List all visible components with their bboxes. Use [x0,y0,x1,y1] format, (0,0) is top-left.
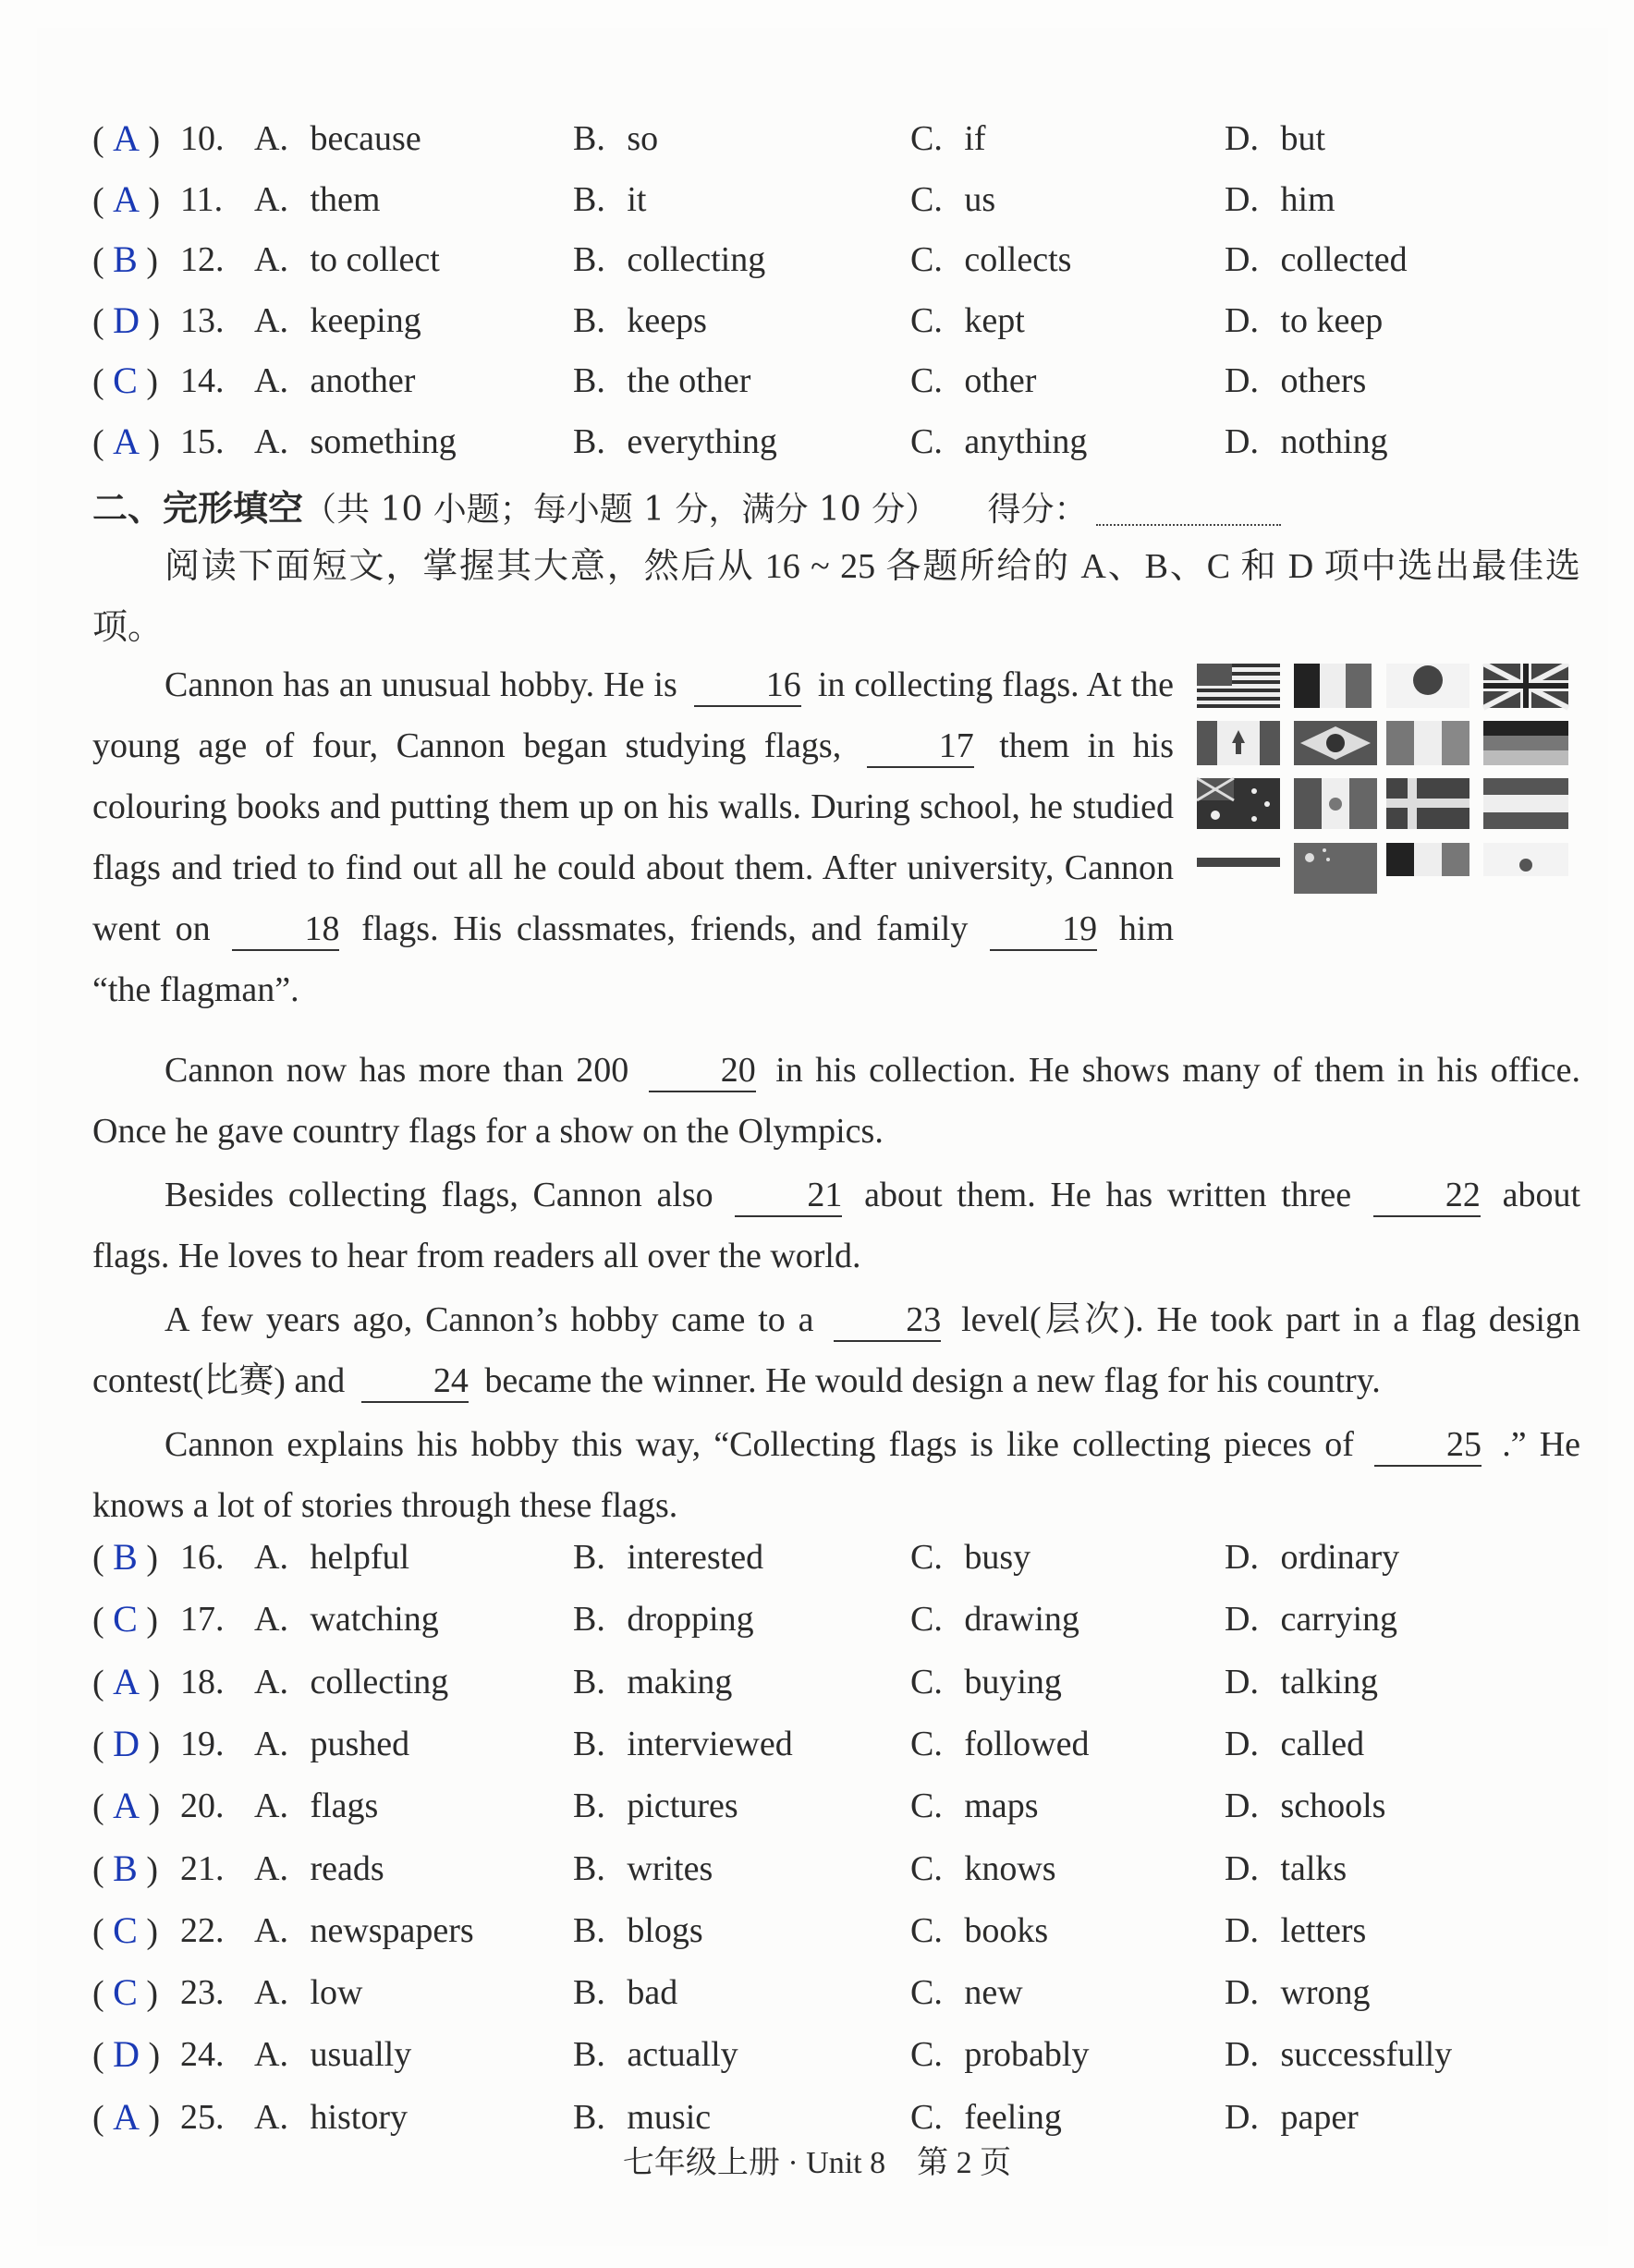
option-text: buying [964,1662,1062,1701]
passage-paragraph-4 [92,1289,1580,1411]
option-text: talking [1280,1662,1378,1701]
option-letter: A. [254,179,298,219]
option-text: maps [964,1786,1039,1826]
option-b[interactable] [573,293,707,348]
option-c[interactable] [910,1530,1030,1585]
answer-slot[interactable]: ( D ) [92,1722,161,1764]
answer-letter: A [113,420,140,462]
passage-paragraph-5 [92,1414,1580,1536]
option-text: writes [627,1848,713,1888]
blank-22[interactable]: 22 [1373,1175,1481,1217]
option-a[interactable] [254,2027,411,2082]
option-text: low [310,1973,363,2013]
option-letter: B. [573,361,615,400]
option-b[interactable] [573,1778,738,1834]
option-letter: C. [910,179,952,219]
option-text: collected [1280,240,1408,279]
option-d[interactable] [1225,2090,1359,2145]
option-letter: B. [573,1662,615,1701]
option-a[interactable] [254,1903,474,1958]
option-letter: D. [1225,1724,1268,1763]
passage-paragraph-2 [92,1040,1580,1162]
option-d[interactable] [1225,1716,1364,1772]
option-letter: A. [254,1600,298,1640]
blank-18[interactable]: 18 [232,908,339,951]
option-letter: D. [1225,300,1268,340]
option-text: kept [964,300,1025,340]
option-letter: C. [910,2097,952,2137]
option-text: blogs [627,1910,703,1950]
option-a[interactable] [254,232,440,287]
option-text: the other [627,361,751,400]
blank-16[interactable]: 16 [694,665,801,707]
option-b[interactable] [573,1903,703,1958]
question-row [92,293,1590,348]
option-d[interactable] [1225,293,1383,348]
option-a[interactable] [254,1654,448,1710]
option-text: newspapers [310,1910,474,1950]
option-letter: A. [254,1910,298,1950]
option-b[interactable] [573,1716,793,1772]
option-text: so [627,119,659,158]
option-b[interactable] [573,353,750,408]
question-number: 16. [180,1538,225,1577]
blank-20[interactable]: 20 [649,1050,756,1092]
option-letter: C. [910,1973,952,2013]
option-letter: D. [1225,1973,1268,2013]
passage-text: became the winner. He would design a new flag for his country. [484,1361,1381,1400]
option-a[interactable] [254,1530,409,1585]
option-text: successfully [1280,2035,1453,2075]
option-text: reads [310,1848,384,1888]
answer-slot[interactable]: ( B ) [92,1847,158,1889]
option-d[interactable] [1225,1591,1397,1647]
option-letter: A. [254,300,298,340]
question-row [92,2090,1590,2145]
option-letter: A. [254,1973,298,2013]
option-c[interactable] [910,172,995,227]
option-text: another [310,361,416,400]
option-letter: B. [573,1910,615,1950]
option-c[interactable] [910,1965,1023,2020]
question-number: 22. [180,1910,225,1950]
passage-text: him “the flagman”. [92,909,1175,1009]
option-text: books [964,1910,1049,1950]
option-text: pushed [310,1724,410,1763]
option-a[interactable] [254,414,457,469]
option-text: probably [964,2035,1090,2075]
option-text: followed [964,1724,1090,1763]
option-b[interactable] [573,1530,763,1585]
option-letter: D. [1225,1538,1268,1577]
option-text: busy [964,1538,1031,1577]
passage-text: .” He knows a lot of stories through these flags. [92,1425,1581,1525]
answer-slot[interactable]: ( A ) [92,177,161,220]
answer-letter: D [113,2033,140,2076]
option-text: carrying [1280,1600,1398,1640]
option-c[interactable] [910,1654,1062,1710]
answer-letter: D [113,1722,140,1764]
passage-paragraph-3 [92,1164,1580,1286]
option-letter: D. [1225,1600,1268,1640]
option-b[interactable] [573,1654,732,1710]
answer-letter: C [113,1598,138,1640]
option-text: paper [1280,2097,1359,2137]
answer-slot[interactable]: ( D ) [92,2033,161,2076]
blank-23[interactable]: 23 [834,1299,941,1342]
answer-letter: A [113,177,140,220]
option-text: letters [1280,1910,1367,1950]
option-text: actually [627,2035,738,2075]
option-d[interactable] [1225,1965,1371,2020]
question-number: 20. [180,1786,225,1826]
option-b[interactable] [573,1591,754,1647]
option-c[interactable] [910,293,1025,348]
option-text: usually [310,2035,412,2075]
option-d[interactable] [1225,2027,1452,2082]
answer-slot[interactable]: ( C ) [92,1598,158,1640]
option-letter: B. [573,421,615,461]
option-letter: A. [254,1662,298,1701]
option-d[interactable] [1225,232,1408,287]
passage-text: Besides collecting flags, Cannon also [165,1176,713,1214]
blank-19[interactable]: 19 [990,908,1097,951]
question-row [92,1903,1590,1958]
question-row [92,353,1590,408]
option-text: collecting [627,240,766,279]
option-text: watching [310,1600,439,1640]
option-letter: B. [573,1724,615,1763]
option-b[interactable] [573,414,777,469]
option-text: nothing [1280,421,1388,461]
option-a[interactable] [254,1841,384,1896]
question-number: 23. [180,1973,225,2013]
option-letter: D. [1225,240,1268,279]
option-d[interactable] [1225,353,1366,408]
question-number: 21. [180,1848,225,1888]
answer-slot[interactable]: ( A ) [92,420,161,462]
question-number: 19. [180,1724,225,1763]
option-letter: C. [910,1724,952,1763]
answer-slot[interactable]: ( A ) [92,1660,161,1702]
blank-17[interactable]: 17 [867,726,974,768]
answer-slot[interactable]: ( D ) [92,299,161,341]
section2-instruction: 阅读下面短文，掌握其大意，然后从 16 ~ 25 各题所给的 A、B、C 和 D 项中选出最佳选项。 [92,547,1580,647]
score-blank[interactable] [1096,496,1281,526]
option-letter: A. [254,1848,298,1888]
passage-text: Cannon now has more than 200 [165,1051,629,1090]
score-label: 得分： [987,491,1088,529]
passage-text: them in his colouring books and putting them up on his walls. During school, he studied flags and tried to find out all he could about them. After university, Cannon went on [92,726,1175,948]
option-text: because [310,119,421,158]
option-letter: C. [910,421,952,461]
option-c[interactable] [910,232,1071,287]
passage-text: flags. His classmates, friends, and family [361,909,969,948]
passage-paragraph-1 [92,654,1174,1020]
option-text: talks [1280,1848,1347,1888]
answer-letter: C [113,1908,138,1951]
question-row [92,2027,1590,2082]
option-text: but [1280,119,1326,158]
question-row [92,1965,1590,2020]
option-text: him [1280,179,1335,219]
option-letter: B. [573,240,615,279]
option-text: to keep [1280,300,1384,340]
option-letter: B. [573,2035,615,2075]
option-text: knows [964,1848,1056,1888]
option-text: us [964,179,996,219]
option-letter: C. [910,2035,952,2075]
option-letter: D. [1225,1662,1268,1701]
question-number: 24. [180,2035,225,2075]
question-row [92,1530,1590,1585]
flags-image [1197,664,1576,908]
option-letter: A. [254,119,298,158]
option-letter: B. [573,1786,615,1826]
option-letter: D. [1225,1910,1268,1950]
option-letter: B. [573,2097,615,2137]
answer-slot[interactable]: ( A ) [92,2095,161,2138]
answer-slot[interactable]: ( C ) [92,360,158,401]
option-text: new [964,1973,1023,2013]
answer-letter: D [113,299,140,341]
answer-letter: A [113,1785,140,1827]
question-number: 14. [180,361,225,400]
answer-slot[interactable]: ( C ) [92,1971,158,2014]
option-b[interactable] [573,111,658,166]
passage-text: A few years ago, Cannon’s hobby came to a [165,1300,814,1339]
passage-text: about them. He has written three [864,1176,1352,1214]
option-letter: B. [573,1600,615,1640]
option-text: other [964,361,1037,400]
option-text: if [964,119,986,158]
option-a[interactable] [254,1778,378,1834]
option-letter: D. [1225,2097,1268,2137]
answer-letter: A [113,2095,140,2138]
option-a[interactable] [254,111,421,166]
option-c[interactable] [910,111,986,166]
option-letter: D. [1225,421,1268,461]
option-b[interactable] [573,1841,713,1896]
option-text: helpful [310,1538,410,1577]
option-text: flags [310,1786,379,1826]
option-text: anything [964,421,1088,461]
passage-text: Cannon has an unusual hobby. He is [165,665,677,704]
option-text: interested [627,1538,764,1577]
option-d[interactable] [1225,111,1325,166]
option-letter: D. [1225,1848,1268,1888]
option-letter: C. [910,119,952,158]
option-c[interactable] [910,1841,1056,1896]
option-letter: B. [573,119,615,158]
question-row [92,1841,1590,1896]
option-d[interactable] [1225,1530,1399,1585]
option-text: them [310,179,381,219]
option-text: it [627,179,647,219]
question-number: 17. [180,1600,225,1640]
option-text: collecting [310,1662,449,1701]
option-c[interactable] [910,1778,1039,1834]
option-letter: B. [573,300,615,340]
option-text: called [1280,1724,1365,1763]
option-letter: B. [573,179,615,219]
option-letter: C. [910,240,952,279]
answer-letter: B [113,1847,138,1889]
option-text: ordinary [1280,1538,1400,1577]
option-letter: A. [254,1786,298,1826]
option-letter: A. [254,1538,298,1577]
question-number: 11. [180,179,224,219]
option-d[interactable] [1225,1903,1366,1958]
option-a[interactable] [254,353,415,408]
blank-25[interactable]: 25 [1374,1424,1482,1467]
question-row [92,1591,1590,1647]
option-text: bad [627,1973,678,2013]
option-letter: C. [910,1538,952,1577]
option-b[interactable] [573,2090,711,2145]
option-text: making [627,1662,733,1701]
answer-letter: C [113,1971,138,2014]
option-text: drawing [964,1600,1079,1640]
option-a[interactable] [254,2090,408,2145]
option-text: keeping [310,300,421,340]
question-number: 13. [180,300,225,340]
passage-text: level(层次). He took part in a flag design contest(比赛) and [92,1300,1580,1400]
option-text: music [627,2097,712,2137]
option-letter: C. [910,1848,952,1888]
answer-letter: B [113,1536,138,1578]
option-letter: D. [1225,361,1268,400]
option-letter: D. [1225,119,1268,158]
flags-illustration [1197,664,1576,908]
option-b[interactable] [573,172,646,227]
option-letter: A. [254,361,298,400]
option-letter: D. [1225,179,1268,219]
option-text: feeling [964,2097,1062,2137]
option-letter: D. [1225,2035,1268,2075]
option-a[interactable] [254,293,421,348]
question-number: 12. [180,240,225,279]
option-letter: C. [910,1786,952,1826]
answer-letter: A [113,1660,140,1702]
page-footer: 七年级上册 · Unit 8 第 2 页 [622,2146,1012,2180]
blank-24[interactable]: 24 [361,1360,469,1403]
question-row [92,1716,1590,1772]
option-d[interactable] [1225,172,1335,227]
option-letter: C. [910,1600,952,1640]
option-c[interactable] [910,1591,1079,1647]
question-row [92,232,1590,287]
option-letter: D. [1225,1786,1268,1826]
option-text: schools [1280,1786,1386,1826]
option-text: pictures [627,1786,738,1826]
answer-slot[interactable]: ( C ) [92,1908,158,1951]
passage-text: in collecting flags. At the young age of four, Cannon began studying flags, [92,665,1174,765]
answer-slot[interactable]: ( A ) [92,1785,161,1827]
passage-text: about flags. He loves to hear from readers all over the world. [92,1176,1581,1275]
question-number: 15. [180,421,225,461]
option-text: interviewed [627,1724,793,1763]
question-row [92,172,1590,227]
answer-letter: A [113,117,140,159]
option-text: everything [627,421,777,461]
answer-letter: C [113,360,138,401]
option-c[interactable] [910,1716,1089,1772]
option-a[interactable] [254,1965,362,2020]
answer-slot[interactable]: ( B ) [92,238,158,280]
passage-text: in his collection. He shows many of them in his office. Once he gave country flags for a show on the Olympics. [92,1051,1581,1151]
option-text: something [310,421,457,461]
option-a[interactable] [254,1591,439,1647]
option-letter: B. [573,1538,615,1577]
option-b[interactable] [573,2027,738,2082]
option-letter: A. [254,2097,298,2137]
option-b[interactable] [573,232,765,287]
option-text: to collect [310,240,440,279]
question-row [92,111,1590,166]
option-a[interactable] [254,172,380,227]
option-letter: B. [573,1973,615,2013]
option-letter: B. [573,1848,615,1888]
option-letter: C. [910,1910,952,1950]
answer-slot[interactable]: ( B ) [92,1536,158,1578]
option-a[interactable] [254,1716,409,1772]
option-b[interactable] [573,1965,677,2020]
option-c[interactable] [910,1903,1048,1958]
passage-text: Cannon explains his hobby this way, “Collecting flags is like collecting pieces of [165,1425,1354,1464]
answer-letter: B [113,238,138,280]
option-d[interactable] [1225,1654,1378,1710]
option-text: wrong [1280,1973,1371,2013]
option-c[interactable] [910,353,1036,408]
option-letter: C. [910,361,952,400]
option-letter: A. [254,2035,298,2075]
option-letter: C. [910,1662,952,1701]
section2-title: 二、完形填空 [92,488,304,529]
question-number: 25. [180,2097,225,2137]
question-number: 10. [180,119,225,158]
question-row [92,1654,1590,1710]
section2-heading [92,481,1281,536]
option-letter: A. [254,1724,298,1763]
option-letter: C. [910,300,952,340]
option-d[interactable] [1225,414,1388,469]
option-text: keeps [627,300,707,340]
section2-note: （共 10 小题；每小题 1 分，满分 10 分） [303,491,939,529]
answer-slot[interactable]: ( A ) [92,117,161,159]
option-text: collects [964,240,1072,279]
option-letter: A. [254,421,298,461]
option-text: history [310,2097,408,2137]
option-d[interactable] [1225,1778,1385,1834]
option-letter: A. [254,240,298,279]
option-c[interactable] [910,2027,1089,2082]
question-number: 18. [180,1662,225,1701]
option-d[interactable] [1225,1841,1347,1896]
option-c[interactable] [910,2090,1062,2145]
question-row [92,1778,1590,1834]
option-text: others [1280,361,1367,400]
option-text: dropping [627,1600,754,1640]
blank-21[interactable]: 21 [735,1175,842,1217]
question-row [92,414,1590,469]
option-c[interactable] [910,414,1087,469]
